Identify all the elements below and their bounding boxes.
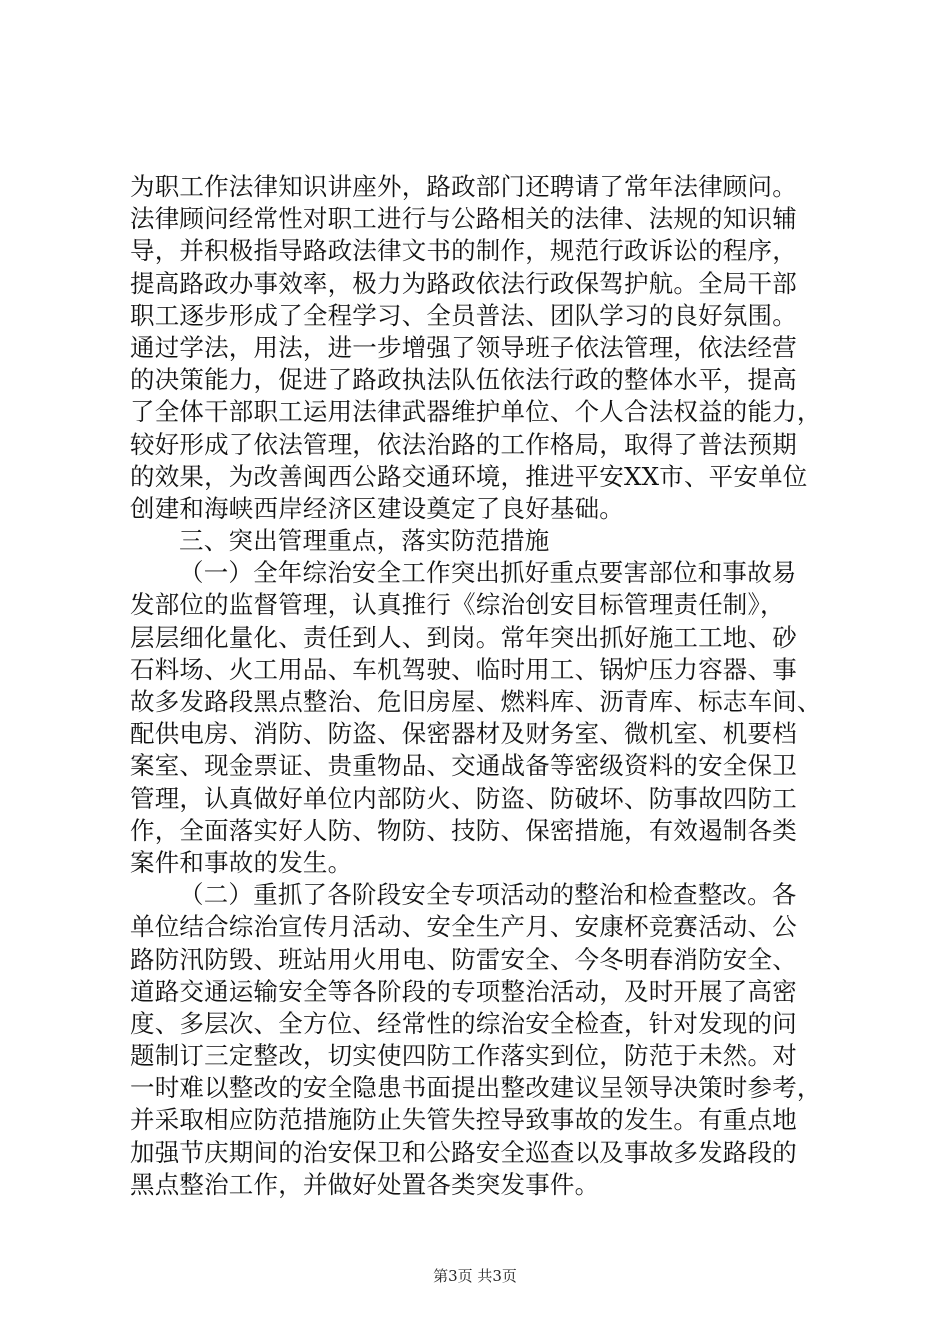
text-line: 较好形成了依法管理，依法治路的工作格局，取得了普法预期 — [130, 429, 797, 459]
text-line: 度、多层次、全方位、经常性的综治安全检查，针对发现的问 — [130, 1008, 797, 1038]
text-line: 发部位的监督管理，认真推行《综治创安目标管理责任制》， — [130, 590, 785, 620]
text-line: 创建和海峡西岸经济区建设奠定了良好基础。 — [130, 493, 624, 523]
text-line: 的效果，为改善闽西公路交通环境，推进平安XX市、平安单位 — [130, 461, 808, 491]
paragraph-start: （二）重抓了各阶段安全专项活动的整治和检查整改。各 — [179, 880, 797, 910]
text-line: 管理，认真做好单位内部防火、防盗、防破坏、防事故四防工 — [130, 783, 797, 813]
paragraph-start: （一）全年综治安全工作突出抓好重点要害部位和事故易 — [179, 558, 797, 588]
text-line: 作，全面落实好人防、物防、技防、保密措施，有效遏制各类 — [130, 815, 797, 845]
text-line: 题制订三定整改，切实使四防工作落实到位，防范于未然。对 — [130, 1041, 797, 1071]
text-line: 配供电房、消防、防盗、保密器材及财务室、微机室、机要档 — [130, 719, 797, 749]
section-heading: 三、突出管理重点，落实防范措施 — [179, 526, 550, 556]
text-line: 职工逐步形成了全程学习、全员普法、团队学习的良好氛围。 — [130, 300, 797, 330]
text-line: 案室、现金票证、贵重物品、交通战备等密级资料的安全保卫 — [130, 751, 797, 781]
text-line: 案件和事故的发生。 — [130, 847, 353, 877]
text-line: 通过学法，用法，进一步增强了领导班子依法管理，依法经营 — [130, 332, 797, 362]
text-line: 故多发路段黑点整治、危旧房屋、燃料库、沥青库、标志车间、 — [130, 687, 822, 716]
text-line: 加强节庆期间的治安保卫和公路安全巡查以及事故多发路段的 — [130, 1137, 797, 1167]
text-line: 黑点整治工作，并做好处置各类突发事件。 — [130, 1169, 600, 1199]
document-body — [130, 171, 830, 1201]
text-line: 为职工作法律知识讲座外，路政部门还聘请了常年法律顾问。 — [130, 172, 797, 201]
text-line: 了全体干部职工运用法律武器维护单位、个人合法权益的能力， — [130, 397, 822, 427]
text-line: 导，并积极指导路政法律文书的制作，规范行政诉讼的程序， — [130, 236, 797, 266]
text-line: 并采取相应防范措施防止失管失控导致事故的发生。有重点地 — [130, 1105, 797, 1135]
text-line: 路防汛防毁、班站用火用电、防雷安全、今冬明春消防安全、 — [130, 944, 797, 974]
text-line: 层层细化量化、责任到人、到岗。常年突出抓好施工工地、砂 — [130, 622, 797, 652]
text-line: 单位结合综治宣传月活动、安全生产月、安康杯竞赛活动、公 — [130, 912, 797, 942]
text-line: 提高路政办事效率，极力为路政依法行政保驾护航。全局干部 — [130, 268, 797, 298]
text-line: 的决策能力，促进了路政执法队伍依法行政的整体水平，提高 — [130, 365, 797, 395]
text-line: 石料场、火工用品、车机驾驶、临时用工、锅炉压力容器、事 — [130, 654, 797, 684]
text-line: 法律顾问经常性对职工进行与公路相关的法律、法规的知识辅 — [130, 204, 797, 234]
page-footer: 第3页 共3页 — [433, 1267, 517, 1285]
text-line: 道路交通运输安全等各阶段的专项整治活动，及时开展了高密 — [130, 976, 797, 1006]
text-line: 一时难以整改的安全隐患书面提出整改建议呈领导决策时参考， — [130, 1073, 822, 1103]
